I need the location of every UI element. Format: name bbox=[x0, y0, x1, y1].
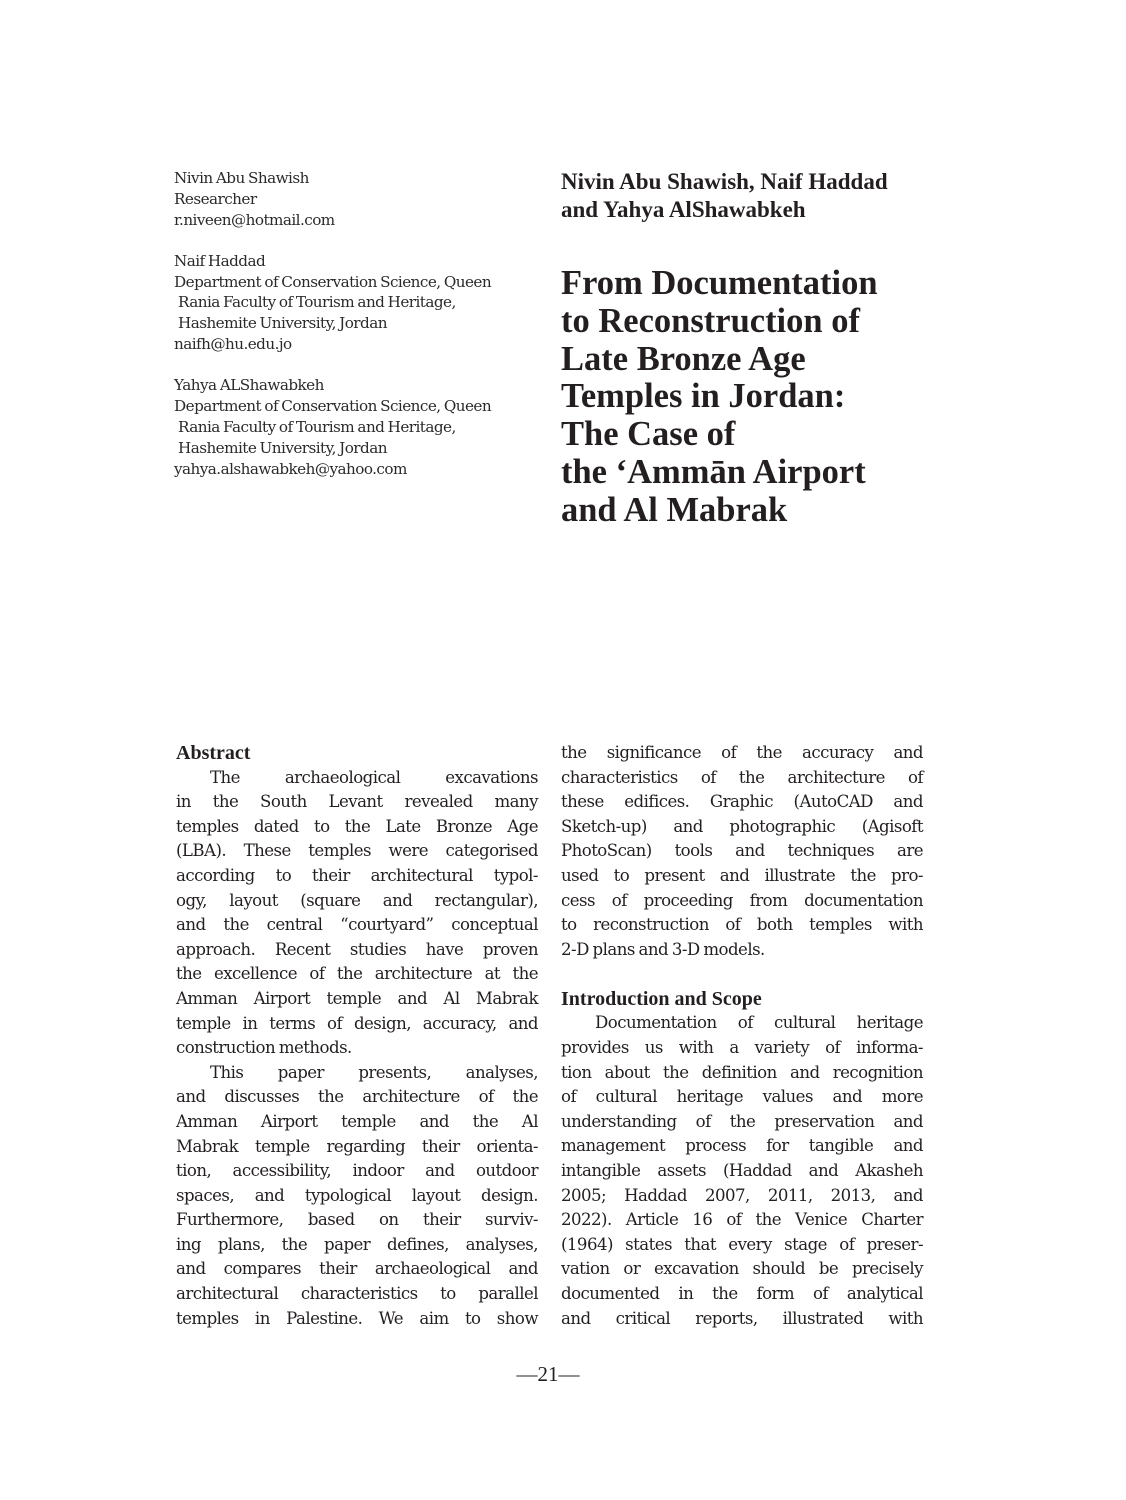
text-line: management process for tangible and bbox=[561, 1136, 923, 1156]
text-line: architectural characteristics to parallel bbox=[176, 1284, 538, 1304]
affiliation-block bbox=[174, 168, 554, 230]
affiliation-block bbox=[174, 375, 554, 479]
introduction-paragraph-1 bbox=[561, 1011, 923, 1331]
title-line: and Al Mabrak bbox=[561, 490, 788, 529]
text-line: (LBA). These temples were categorised bbox=[176, 841, 538, 861]
text-line: in the South Levant revealed many bbox=[176, 792, 538, 812]
author-university: Hashemite University, Jordan bbox=[178, 438, 387, 457]
text-line: and critical reports, illustrated with bbox=[561, 1308, 923, 1328]
text-line: The archaeological excavations bbox=[210, 767, 538, 787]
text-line: Documentation of cultural heritage bbox=[595, 1013, 923, 1033]
text-line: vation or excavation should be precisely bbox=[561, 1259, 923, 1279]
text-line: to reconstruction of both temples with bbox=[561, 915, 923, 935]
abstract-heading: Abstract bbox=[176, 742, 251, 764]
authors-heading bbox=[561, 168, 941, 224]
text-line: temples dated to the Late Bronze Age bbox=[176, 816, 538, 836]
author-university: Hashemite University, Jordan bbox=[178, 314, 387, 333]
author-faculty: Rania Faculty of Tourism and Heritage, bbox=[178, 417, 456, 436]
introduction-heading: Introduction and Scope bbox=[561, 987, 762, 1010]
text-line: 2-D plans and 3-D models. bbox=[561, 939, 765, 959]
authors-heading-line: Nivin Abu Shawish, Naif Haddad bbox=[561, 169, 888, 194]
paper-title bbox=[561, 265, 941, 530]
abstract-paragraph-2 bbox=[176, 1061, 538, 1332]
author-email: naifh@hu.edu.jo bbox=[174, 335, 292, 354]
text-line: 2022). Article 16 of the Venice Charter bbox=[561, 1210, 923, 1230]
title-line: From Documentation bbox=[561, 264, 878, 302]
abstract-column bbox=[176, 741, 538, 1331]
text-line: of cultural heritage values and more bbox=[561, 1087, 923, 1107]
text-line: provides us with a variety of informa- bbox=[561, 1038, 923, 1058]
text-line: cess of proceeding from documentation bbox=[561, 890, 923, 910]
author-department: Department of Conservation Science, Queen bbox=[174, 272, 492, 291]
author-role: Researcher bbox=[174, 189, 257, 208]
author-department: Department of Conservation Science, Queen bbox=[174, 397, 492, 416]
author-name: Yahya ALShawabkeh bbox=[174, 376, 324, 395]
text-line: used to present and illustrate the pro- bbox=[561, 865, 923, 885]
text-line: Furthermore, based on their surviv- bbox=[176, 1210, 538, 1230]
text-line: and the central “courtyard” conceptual bbox=[176, 915, 538, 935]
abstract-paragraph-1 bbox=[176, 766, 538, 1061]
text-line: This paper presents, analyses, bbox=[210, 1062, 538, 1082]
author-faculty: Rania Faculty of Tourism and Heritage, bbox=[178, 293, 456, 312]
text-line: ing plans, the paper defines, analyses, bbox=[176, 1234, 538, 1254]
text-line: documented in the form of analytical bbox=[561, 1283, 923, 1303]
text-line: ogy, layout (square and rectangular), bbox=[176, 890, 538, 910]
text-line: and discusses the architecture of the bbox=[176, 1087, 538, 1107]
text-line: approach. Recent studies have proven bbox=[176, 939, 538, 959]
abstract-paragraph-2-continued bbox=[561, 741, 923, 962]
author-name: Naif Haddad bbox=[174, 251, 266, 270]
right-column bbox=[561, 741, 923, 1331]
text-line: Amman Airport temple and the Al bbox=[176, 1111, 538, 1131]
text-line: construction methods. bbox=[176, 1038, 352, 1058]
title-line: The Case of bbox=[561, 415, 736, 454]
text-line: PhotoScan) tools and techniques are bbox=[561, 841, 923, 861]
text-line: 2005; Haddad 2007, 2011, 2013, and bbox=[561, 1185, 923, 1205]
text-line: understanding of the preservation and bbox=[561, 1111, 923, 1131]
text-line: tion, accessibility, indoor and outdoor bbox=[176, 1161, 538, 1181]
text-line: (1964) states that every stage of preser- bbox=[561, 1234, 923, 1254]
title-line: Temples in Jordan: bbox=[561, 377, 846, 416]
text-line: the significance of the accuracy and bbox=[561, 743, 923, 762]
text-line: according to their architectural typol- bbox=[176, 865, 538, 885]
title-line: Late Bronze Age bbox=[561, 339, 806, 378]
authors-heading-line: and Yahya AlShawabkeh bbox=[561, 197, 806, 222]
text-line: spaces, and typological layout design. bbox=[176, 1185, 538, 1205]
author-email: yahya.alshawabkeh@yahoo.com bbox=[174, 459, 407, 478]
section-gap bbox=[561, 962, 923, 987]
text-line: tion about the definition and recognition bbox=[561, 1062, 923, 1082]
title-line: the ‘Ammān Airport bbox=[561, 452, 866, 491]
text-line: Amman Airport temple and Al Mabrak bbox=[176, 988, 538, 1008]
text-line: these edifices. Graphic (AutoCAD and bbox=[561, 792, 923, 812]
text-line: temples in Palestine. We aim to show bbox=[176, 1308, 538, 1328]
author-affiliations bbox=[174, 168, 554, 500]
author-email: r.niveen@hotmail.com bbox=[174, 210, 335, 229]
text-line: Sketch-up) and photographic (Agisoft bbox=[561, 816, 923, 836]
text-line: Mabrak temple regarding their orienta- bbox=[176, 1136, 538, 1156]
text-line: and compares their archaeological and bbox=[176, 1259, 538, 1279]
text-line: temple in terms of design, accuracy, and bbox=[176, 1013, 538, 1033]
page-number: —21— bbox=[516, 1362, 580, 1386]
affiliation-block bbox=[174, 251, 554, 355]
title-line: to Reconstruction of bbox=[561, 301, 860, 340]
text-line: the excellence of the architecture at the bbox=[176, 964, 538, 984]
text-line: intangible assets (Haddad and Akasheh bbox=[561, 1161, 923, 1180]
author-name: Nivin Abu Shawish bbox=[174, 169, 309, 187]
text-line: characteristics of the architecture of bbox=[561, 767, 923, 787]
